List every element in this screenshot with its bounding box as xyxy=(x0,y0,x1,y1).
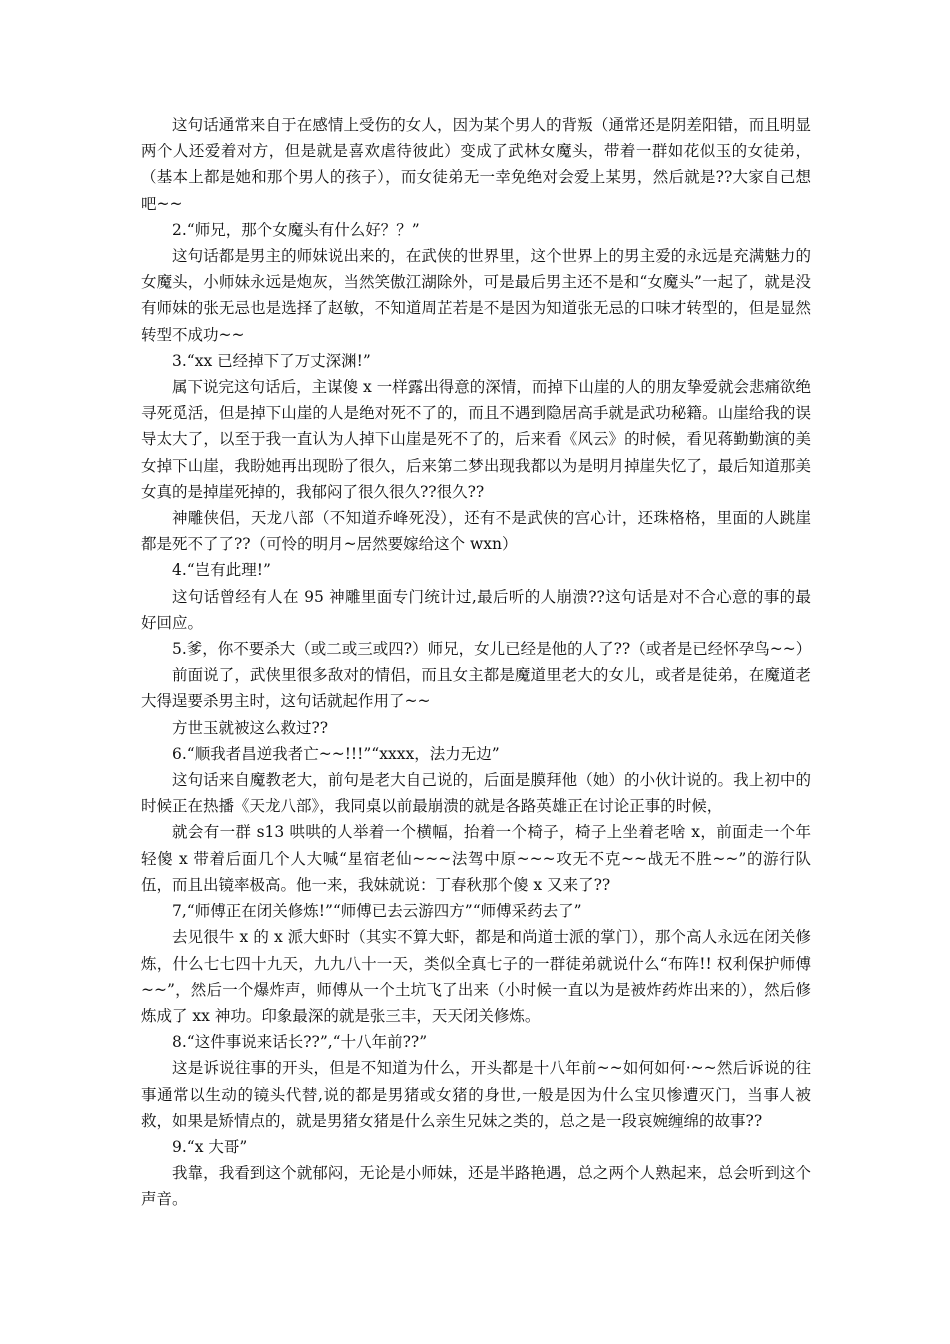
paragraph: 前面说了，武侠里很多敌对的情侣，而且女主都是魔道里老大的女儿，或者是徒弟，在魔道老大得逞要杀男主时，这句话就起作用了~~ xyxy=(141,666,811,711)
paragraph: 这是诉说往事的开头，但是不知道为什么，开头都是十八年前~~如何如何·~~然后诉说的往事通常以生动的镜头代替,说的都是男猪或女猪的身世,一般是因为什么宝贝惨遭灭门，当事人被救，如果是矫情点的，就是男猪女猪是什么亲生兄妹之类的，总之是一段哀婉缠绵的故事?? xyxy=(141,1059,811,1130)
section-heading: 9.“x 大哥” xyxy=(172,1137,248,1156)
section-heading: 2.“师兄，那个女魔头有什么好？？” xyxy=(172,220,420,239)
paragraph: 就会有一群 s13 哄哄的人举着一个横幅，抬着一个椅子，椅子上坐着老啥 x，前面走一个年轻傻 x 带着后面几个人大喊“星宿老仙~~~法驾中原~~~攻无不克~~战无不胜~~”的游行队伍，而且出镜率极高。他一来，我妹就说：丁春秋那个傻 x 又来了?? xyxy=(141,823,811,894)
section-heading: 8.“这件事说来话长??”,“十八年前??” xyxy=(172,1033,428,1052)
paragraph: 我靠，我看到这个就郁闷，无论是小师妹，还是半路艳遇，总之两个人熟起来，总会听到这个声音。 xyxy=(141,1164,811,1209)
section-heading: 6.“顺我者昌逆我者亡~~!!!”“xxxx，法力无边” xyxy=(172,744,500,763)
document-body xyxy=(141,112,811,1213)
section-heading: 7,“师傅正在闭关修炼!”“师傅已去云游四方”“师傅采药去了” xyxy=(172,902,582,921)
paragraph: 这句话通常来自于在感情上受伤的女人，因为某个男人的背叛（通常还是阴差阳错，而且明显两个人还爱着对方，但是就是喜欢虐待彼此）变成了武林女魔头，带着一群如花似玉的女徒弟，（基本上都是她和那个男人的孩子），而女徒弟无一幸免绝对会爱上某男，然后就是??大家自己想吧~~ xyxy=(141,116,811,213)
paragraph: 去见很牛 x 的 x 派大虾时（其实不算大虾，都是和尚道士派的掌门），那个高人永远在闭关修炼，什么七七四十九天，九九八十一天，类似全真七子的一群徒弟就说什么“布阵!! 权利保护师傅~~”，然后一个爆炸声，师傅从一个土坑飞了出来（小时候一直以为是被炸药炸出来的），然后修炼成了 xx 神功。印象最深的就是张三丰，天天闭关修炼。 xyxy=(141,928,811,1025)
paragraph: 神雕侠侣，天龙八部（不知道乔峰死没），还有不是武侠的宫心计，还珠格格，里面的人跳崖都是死不了了??（可怜的明月~居然要嫁给这个 wxn） xyxy=(141,509,811,554)
paragraph: 这句话曾经有人在 95 神雕里面专门统计过,最后听的人崩溃??这句话是对不合心意的事的最好回应。 xyxy=(141,587,811,632)
section-heading: 3.“xx 已经掉下了万丈深渊!” xyxy=(172,351,371,370)
section-heading: 5.爹，你不要杀大（或二或三或四?）师兄，女儿已经是他的人了??（或者是已经怀孕鸟~~） xyxy=(172,640,812,659)
paragraph: 这句话来自魔教老大，前句是老大自己说的，后面是膜拜他（她）的小伙计说的。我上初中的时候正在热播《天龙八部》，我同桌以前最崩溃的就是各路英雄正在讨论正事的时候， xyxy=(141,771,811,816)
section-heading: 4.“岂有此理!” xyxy=(172,561,271,580)
paragraph: 这句话都是男主的师妹说出来的，在武侠的世界里，这个世界上的男主爱的永远是充满魅力的女魔头，小师妹永远是炮灰，当然笑傲江湖除外，可是最后男主还不是和“女魔头”一起了，就是没有师妹的张无忌也是选择了赵敏，不知道周芷若是不是因为知道张无忌的口味才转型的，但是显然转型不成功~~ xyxy=(141,247,811,344)
paragraph: 属下说完这句话后，主谋傻 x 一样露出得意的深情，而掉下山崖的人的朋友挚爱就会悲痛欲绝寻死觅活，但是掉下山崖的人是绝对死不了的，而且不遇到隐居高手就是武功秘籍。山崖给我的误导太大了，以至于我一直认为人掉下山崖是死不了的，后来看《风云》的时候，看见蒋勤勤演的美女掉下山崖，我盼她再出现盼了很久，后来第二梦出现我都以为是明月掉崖失忆了，最后知道那美女真的是掉崖死掉的，我郁闷了很久很久??很久?? xyxy=(141,378,811,501)
paragraph: 方世玉就被这么救过?? xyxy=(172,718,329,737)
